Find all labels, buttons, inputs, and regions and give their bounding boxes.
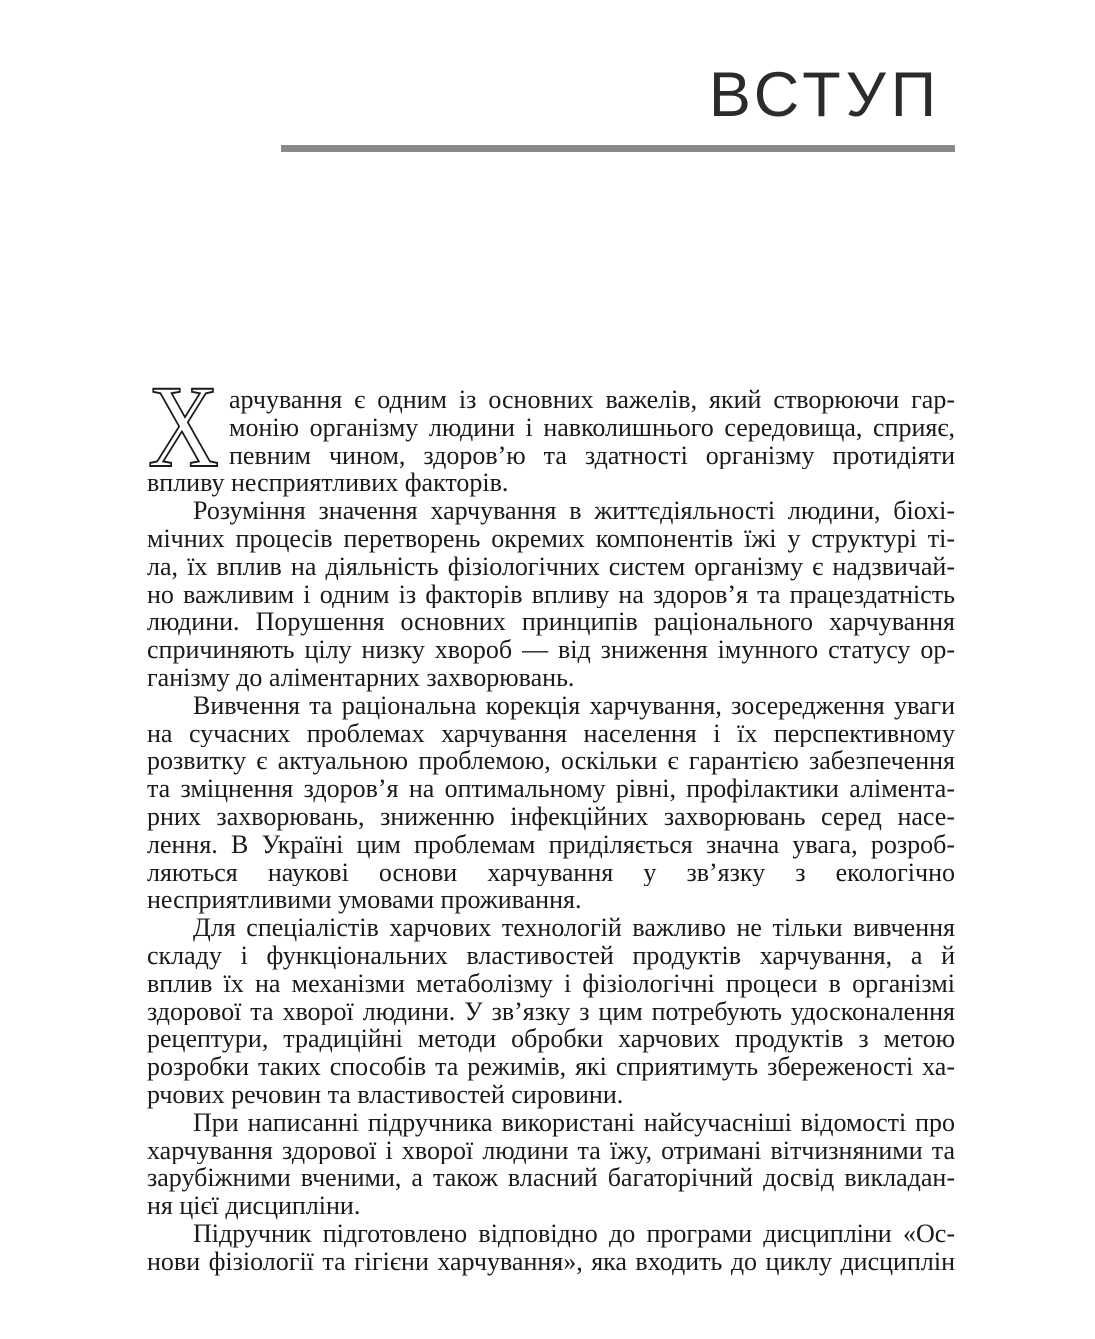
text-line: здорової та хворої людини. У зв’язку з цим потребують удосконалення: [147, 997, 955, 1026]
text-line: рчових речовин та властивостей сировини.: [147, 1080, 624, 1109]
text-line: впливу несприятливих факторів.: [147, 469, 509, 498]
text-line: розвитку є актуальною проблемою, оскільки є гарантією забезпечення: [147, 747, 955, 776]
text-line: рецептури, традиційні методи обробки харчових продуктів з метою: [147, 1025, 955, 1054]
text-line: При написанні підручника використані найсучасніші відомості про: [193, 1108, 955, 1137]
text-line: Підручник підготовлено відповідно до програми дисципліни «Ос-: [193, 1219, 955, 1248]
paragraph: [147, 692, 955, 914]
text-line: мічних процесів перетворень окремих компонентів їжі у структурі ті-: [147, 524, 955, 553]
text-line: Розуміння значення харчування в життєдіяльності людини, біохі-: [193, 497, 955, 525]
paragraph: [147, 914, 955, 1109]
text-line: певним чином, здоров’ю та здатності організму протидіяти: [229, 441, 955, 470]
text-line: Вивчення та раціональна корекція харчування, зосередження уваги: [193, 691, 955, 720]
text-line: ляються наукові основи харчування у зв’язку з екологічно: [147, 858, 955, 887]
paragraph: [147, 1220, 955, 1276]
text-line: арчування є одним із основних важелів, який створюючи гар-: [229, 386, 955, 414]
text-line: нови фізіології та гігієни харчування», яка входить до циклу дисциплін: [147, 1247, 955, 1276]
text-line: ганізму до аліментарних захворювань.: [147, 663, 575, 692]
drop-cap-letter: Х: [148, 361, 219, 492]
text-line: монію організму людини і навколишнього середовища, сприяє,: [229, 413, 955, 442]
text-line: лення. В Україні цим проблемам приділяється значна увага, розроб-: [147, 830, 955, 859]
text-line: людини. Порушення основних принципів раціонального харчування: [147, 608, 955, 637]
text-line: Для спеціалістів харчових технологій важливо не тільки вивчення: [193, 914, 955, 942]
paragraph: [147, 497, 955, 692]
drop-cap: [147, 361, 221, 492]
body-text: [147, 361, 955, 1276]
text-line: складу і функціональних властивостей продуктів харчування, а й: [147, 941, 955, 970]
text-line: спричиняють цілу низку хвороб — від зниження імунного статусу ор-: [147, 636, 955, 664]
paragraph: [147, 1109, 955, 1220]
text-line: ня цієї дисципліни.: [147, 1192, 361, 1220]
text-line: та зміцнення здоров’я на оптимальному рівні, профілактики алімента-: [147, 775, 955, 803]
text-line: харчування здорової і хворої людини та їжу, отримані вітчизняними та: [147, 1136, 955, 1165]
text-line: но важливим і одним із факторів впливу на здоров’я та працездатність: [147, 580, 955, 609]
title-rule: [281, 145, 955, 152]
paragraph: [147, 361, 955, 498]
page-title: ВСТУП: [708, 60, 941, 130]
text-line: несприятливими умовами проживання.: [147, 886, 582, 915]
text-line: вплив їх на механізми метаболізму і фізіологічні процеси в організмі: [147, 969, 955, 998]
text-line: ла, їх вплив на діяльність фізіологічних систем організму є надзвичай-: [147, 552, 955, 581]
text-line: розробки таких способів та режимів, які сприятимуть збереженості ха-: [147, 1053, 955, 1081]
text-line: на сучасних проблемах харчування населення і їх перспективному: [147, 719, 955, 748]
text-line: зарубіжними вченими, а також власний багаторічний досвід викладан-: [147, 1164, 955, 1193]
text-line: рних захворювань, зниженню інфекційних захворювань серед насе-: [147, 802, 955, 831]
